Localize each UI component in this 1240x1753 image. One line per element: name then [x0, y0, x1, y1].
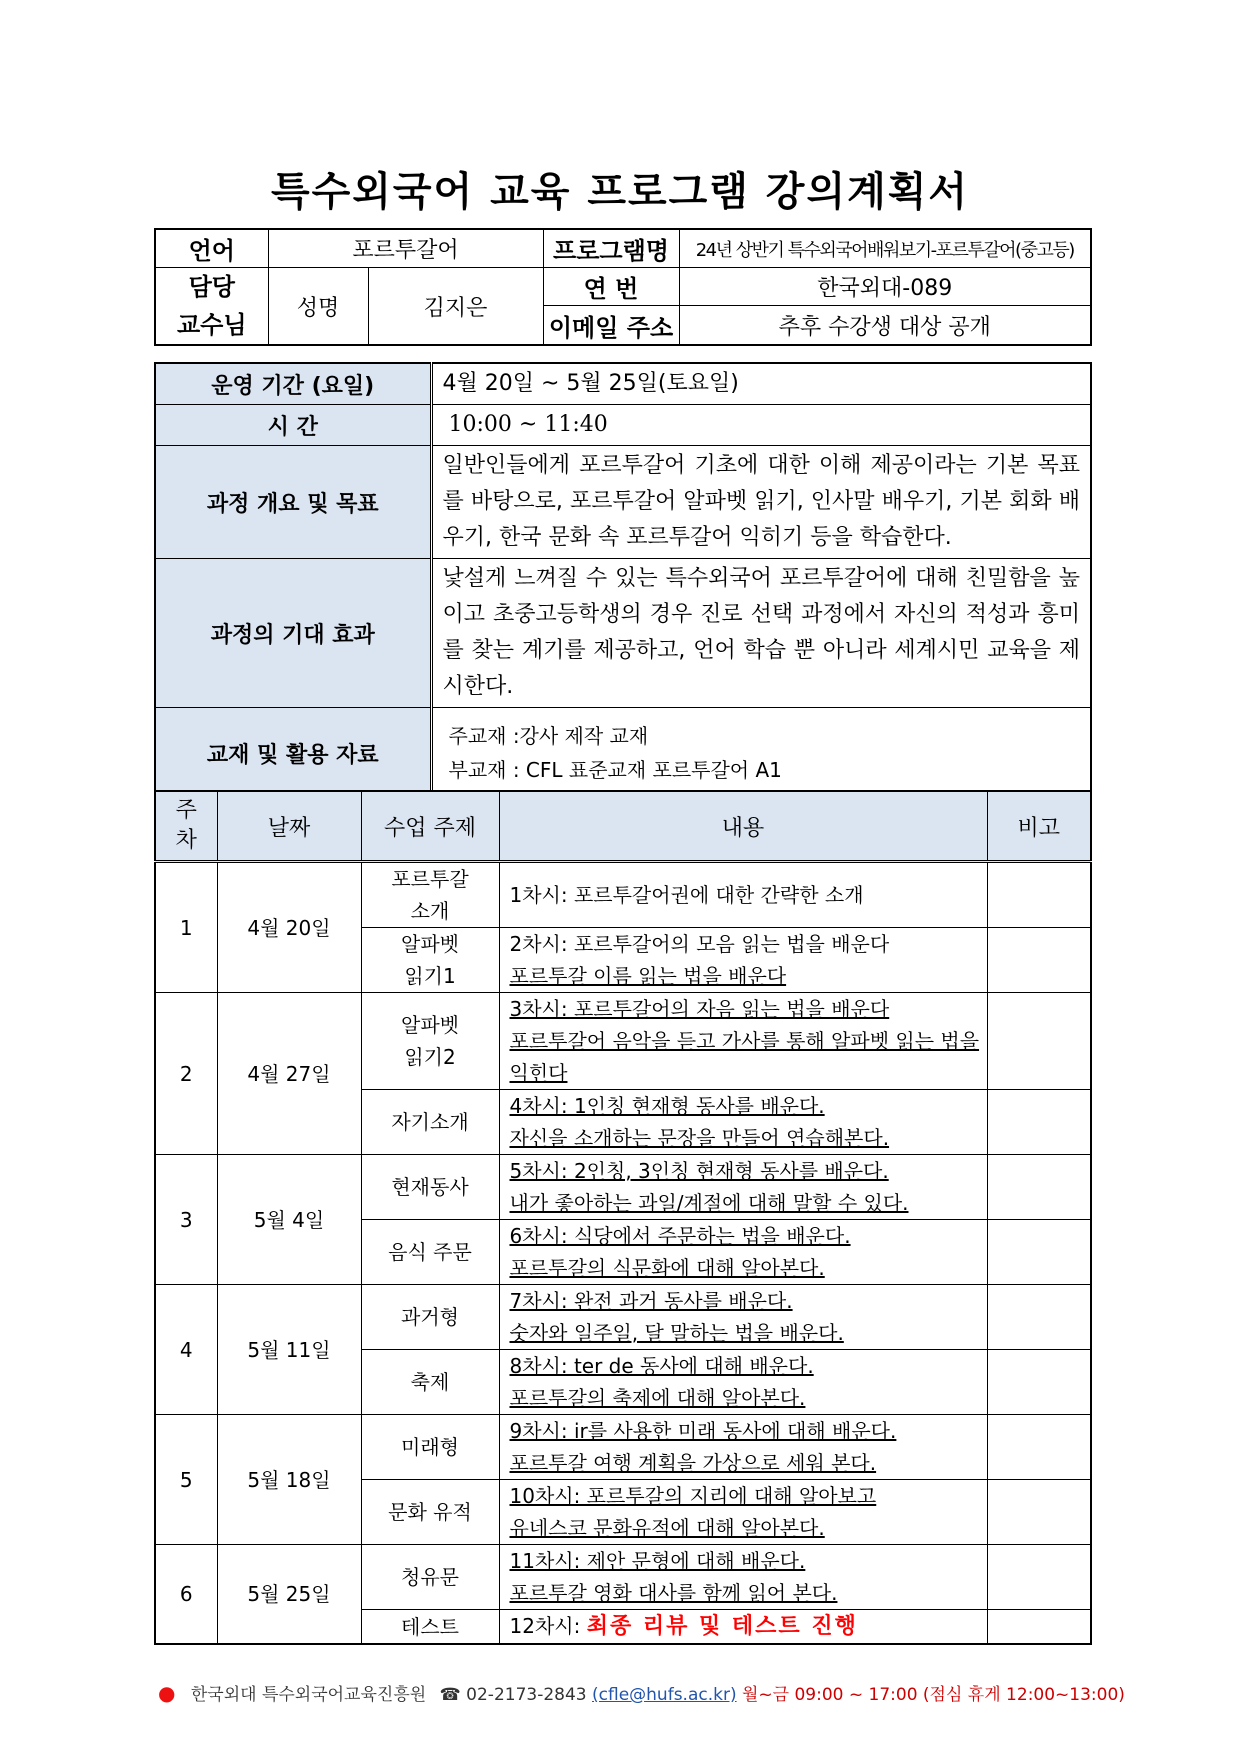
content-line-2: 포르투갈 여행 계획을 가상으로 세워 본다. [509, 1451, 877, 1475]
session-note [987, 1545, 1091, 1610]
week-date: 5월 11일 [217, 1285, 361, 1415]
header-note: 비고 [987, 791, 1091, 862]
session-content [499, 1155, 987, 1220]
effect-value: 낯설게 느껴질 수 있는 특수외국어 포르투갈어에 대해 친밀함을 높이고 초중고등학생의 경우 진로 선택 과정에서 자신의 적성과 흥미를 찾는 계기를 제공하고, 언어 학습 뿐 아니라 세계시민 교육을 제시한다. [431, 559, 1091, 708]
session-note [987, 928, 1091, 993]
week-number: 4 [155, 1285, 217, 1415]
content-line-2: 포르투갈 이름 읽는 법을 배운다 [509, 964, 787, 988]
info-table [154, 228, 1092, 346]
name-value: 김지은 [368, 268, 543, 346]
session-note [987, 1155, 1091, 1220]
content-line-2: 포르투갈어 음악을 듣고 가사를 통해 알파벳 읽는 법을 익힌다 [509, 1029, 980, 1085]
session-content [499, 1480, 987, 1545]
session-topic [361, 928, 499, 993]
session-content [499, 928, 987, 993]
phone-icon: ☎ [439, 1685, 461, 1705]
content-line-1: 3차시: 포르투갈어의 자음 읽는 법을 배운다 [509, 997, 890, 1021]
content-line-1: 12차시: [509, 1614, 587, 1638]
session-topic [361, 862, 499, 928]
content-line-2: 내가 좋아하는 과일/계절에 대해 말할 수 있다. [509, 1191, 909, 1215]
session-topic: 현재동사 [361, 1155, 499, 1220]
session-content [499, 1610, 987, 1645]
topic-line-2: 읽기2 [404, 1045, 456, 1069]
material-value [431, 708, 1091, 800]
overview-label: 과정 개요 및 목표 [155, 446, 431, 559]
content-line-1: 5차시: 2인칭, 3인칭 현재형 동사를 배운다. [509, 1159, 889, 1183]
session-topic: 과거형 [361, 1285, 499, 1350]
email-label: 이메일 주소 [543, 306, 679, 345]
week-date: 5월 25일 [217, 1545, 361, 1645]
footer-email[interactable]: (cfle@hufs.ac.kr) [592, 1685, 737, 1705]
session-topic: 테스트 [361, 1610, 499, 1645]
week-number: 1 [155, 862, 217, 993]
course-table [154, 362, 1092, 801]
professor-label-2: 교수님 [176, 311, 247, 339]
session-content [499, 1545, 987, 1610]
content-line-1: 8차시: ter de 동사에 대해 배운다. [509, 1354, 814, 1378]
header-week [155, 791, 217, 862]
header-content: 내용 [499, 791, 987, 862]
content-line-1: 1차시: 포르투갈어권에 대한 간략한 소개 [509, 883, 864, 907]
content-line-1: 7차시: 완전 과거 동사를 배운다. [509, 1289, 793, 1313]
schedule-table [154, 790, 1092, 1645]
session-note [987, 1480, 1091, 1545]
period-label: 운영 기간 (요일) [155, 363, 431, 405]
content-line-1: 4차시: 1인칭 현재형 동사를 배운다. [509, 1094, 825, 1118]
bullet-icon: ● [158, 1681, 176, 1705]
week-date: 4월 27일 [217, 993, 361, 1155]
professor-label-1: 담당 [188, 273, 235, 301]
professor-label [155, 268, 268, 346]
header-topic: 수업 주제 [361, 791, 499, 862]
session-topic: 청유문 [361, 1545, 499, 1610]
serial-value: 한국외대-089 [679, 268, 1091, 306]
time-value: 10:00 ~ 11:40 [431, 405, 1091, 446]
program-value: 24년 상반기 특수외국어배워보기-포르투갈어(중고등) [679, 229, 1091, 268]
topic-line-1: 알파벳 [401, 1013, 459, 1037]
session-note [987, 1415, 1091, 1480]
session-note [987, 1285, 1091, 1350]
session-content [499, 1090, 987, 1155]
session-topic: 미래형 [361, 1415, 499, 1480]
session-note [987, 862, 1091, 928]
session-content [499, 862, 987, 928]
session-content [499, 1220, 987, 1285]
material-label: 교재 및 활용 자료 [155, 708, 431, 800]
session-note [987, 1610, 1091, 1645]
header-week-2: 차 [175, 828, 197, 853]
session-topic: 음식 주문 [361, 1220, 499, 1285]
week-number: 6 [155, 1545, 217, 1645]
content-line-2: 자신을 소개하는 문장을 만들어 연습해본다. [509, 1126, 890, 1150]
week-date: 4월 20일 [217, 862, 361, 993]
page-title: 특수외국어 교육 프로그램 강의계획서 [270, 169, 970, 215]
content-line-2: 숫자와 일주일, 달 말하는 법을 배운다. [509, 1321, 844, 1345]
week-number: 5 [155, 1415, 217, 1545]
session-content [499, 1285, 987, 1350]
content-line-2: 포르투갈 영화 대사를 함께 읽어 본다. [509, 1581, 838, 1605]
content-line-2: 포르투갈의 식문화에 대해 알아본다. [509, 1256, 825, 1280]
content-line-1: 11차시: 제안 문형에 대해 배운다. [509, 1549, 806, 1573]
content-line-2: 유네스코 문화유적에 대해 알아본다. [509, 1516, 825, 1540]
week-number: 2 [155, 993, 217, 1155]
footer-phone: 02-2173-2843 [466, 1685, 587, 1705]
footer-org: 한국외대 특수외국어교육진흥원 [190, 1685, 427, 1705]
week-date: 5월 4일 [217, 1155, 361, 1285]
session-content [499, 1415, 987, 1480]
session-note [987, 1220, 1091, 1285]
session-note [987, 1350, 1091, 1415]
footer [158, 1680, 1218, 1705]
content-line-1: 6차시: 식당에서 주문하는 법을 배운다. [509, 1224, 851, 1248]
session-note [987, 1090, 1091, 1155]
content-highlight: 최종 리뷰 및 테스트 진행 [586, 1614, 858, 1639]
week-date: 5월 18일 [217, 1415, 361, 1545]
topic-line-2: 읽기1 [404, 964, 456, 988]
content-line-2: 포르투갈의 축제에 대해 알아본다. [509, 1386, 806, 1410]
session-note [987, 993, 1091, 1090]
session-topic: 문화 유적 [361, 1480, 499, 1545]
topic-line-1: 포르투갈 [391, 867, 469, 891]
session-content [499, 993, 987, 1090]
content-line-1: 2차시: 포르투갈어의 모음 읽는 법을 배운다 [509, 932, 890, 956]
footer-hours: 월~금 09:00 ~ 17:00 (점심 휴게 12:00~13:00) [742, 1685, 1125, 1705]
topic-line-1: 알파벳 [401, 932, 459, 956]
overview-value: 일반인들에게 포르투갈어 기초에 대한 이해 제공이라는 기본 목표를 바탕으로, 포르투갈어 알파벳 읽기, 인사말 배우기, 기본 회화 배우기, 한국 문화 속 포르투갈어 익히기 등을 학습한다. [431, 446, 1091, 559]
header-week-1: 주 [175, 798, 197, 823]
material-sub: 부교재 : CFL 표준교재 포르투갈어 A1 [448, 758, 782, 783]
header-date: 날짜 [217, 791, 361, 862]
content-line-1: 10차시: 포르투갈의 지리에 대해 알아보고 [509, 1484, 877, 1508]
session-topic [361, 993, 499, 1090]
name-label: 성명 [268, 268, 368, 346]
week-number: 3 [155, 1155, 217, 1285]
content-line-1: 9차시: ir를 사용한 미래 동사에 대해 배운다. [509, 1419, 897, 1443]
language-value: 포르투갈어 [268, 229, 543, 268]
material-main: 주교재 :강사 제작 교재 [448, 724, 649, 749]
topic-line-2: 소개 [410, 899, 450, 923]
time-label: 시 간 [155, 405, 431, 446]
language-label: 언어 [155, 229, 268, 268]
session-content [499, 1350, 987, 1415]
session-topic: 자기소개 [361, 1090, 499, 1155]
effect-label: 과정의 기대 효과 [155, 559, 431, 708]
email-value: 추후 수강생 대상 공개 [679, 306, 1091, 345]
program-label: 프로그램명 [543, 229, 679, 268]
session-topic: 축제 [361, 1350, 499, 1415]
serial-label: 연 번 [543, 268, 679, 306]
period-value: 4월 20일 ~ 5월 25일(토요일) [431, 363, 1091, 405]
